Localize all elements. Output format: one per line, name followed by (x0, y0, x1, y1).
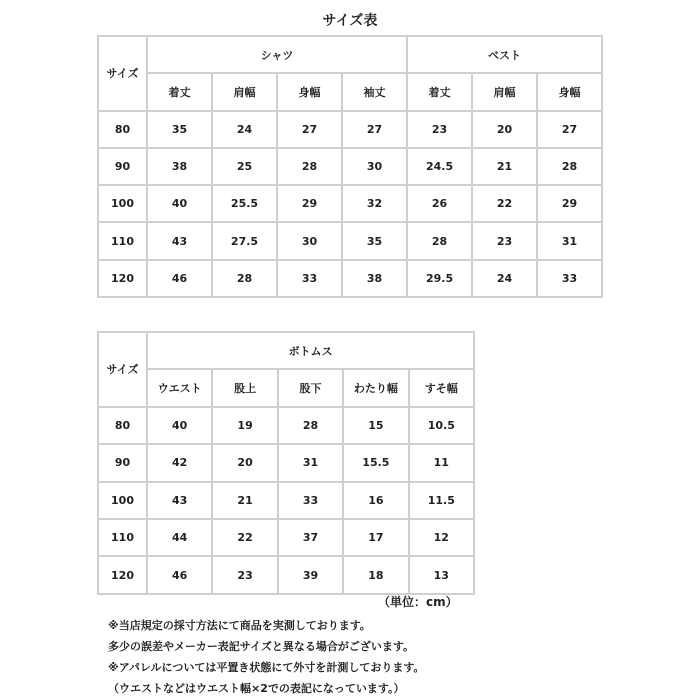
note-line: ※当店規定の採寸方法にて商品を実測しております。 (108, 619, 371, 632)
table-cell: 22 (212, 519, 277, 556)
table-cell: 29 (277, 185, 342, 222)
column-header: すそ幅 (409, 369, 474, 406)
table-cell: 30 (342, 148, 407, 185)
table-cell: 23 (472, 222, 537, 259)
table-row (98, 148, 602, 185)
table-row (98, 222, 602, 259)
table-cell: 19 (212, 407, 277, 444)
notes (108, 615, 688, 699)
table-cell: 27 (277, 111, 342, 148)
table-cell: 40 (147, 185, 212, 222)
table-cell: 33 (537, 260, 602, 297)
table-cell: 15 (343, 407, 408, 444)
table-cell: 13 (409, 556, 474, 593)
table-cell: 42 (147, 444, 212, 481)
table-cell: 17 (343, 519, 408, 556)
table-cell: 35 (342, 222, 407, 259)
table-cell: 24.5 (407, 148, 472, 185)
table-cell: 21 (472, 148, 537, 185)
table-cell: 24 (212, 111, 277, 148)
table-cell: 28 (278, 407, 343, 444)
table-cell: 44 (147, 519, 212, 556)
size-cell: 90 (98, 148, 147, 185)
table-cell: 27.5 (212, 222, 277, 259)
size-cell: 120 (98, 556, 147, 593)
table-row (98, 407, 474, 444)
table-cell: 33 (277, 260, 342, 297)
table-cell: 30 (277, 222, 342, 259)
table-cell: 26 (407, 185, 472, 222)
table-cell: 43 (147, 482, 212, 519)
table-cell: 28 (277, 148, 342, 185)
tops-size-table (97, 35, 603, 298)
table-cell: 23 (407, 111, 472, 148)
table-cell: 24 (472, 260, 537, 297)
bottoms-group-header: ボトムス (147, 332, 474, 369)
table-cell: 25 (212, 148, 277, 185)
table-cell: 28 (407, 222, 472, 259)
column-header: 肩幅 (472, 73, 537, 110)
note-line: （ウエストなどはウエスト幅×2での表記になっています。） (108, 682, 405, 695)
size-cell: 80 (98, 111, 147, 148)
table-row (98, 519, 474, 556)
table-cell: 31 (537, 222, 602, 259)
table-cell: 20 (212, 444, 277, 481)
size-cell: 100 (98, 185, 147, 222)
table-cell: 10.5 (409, 407, 474, 444)
table-cell: 27 (537, 111, 602, 148)
table-cell: 25.5 (212, 185, 277, 222)
column-header: 股下 (278, 369, 343, 406)
table-cell: 40 (147, 407, 212, 444)
column-header: ウエスト (147, 369, 212, 406)
column-header: 身幅 (277, 73, 342, 110)
table-row (98, 556, 474, 593)
table-cell: 38 (147, 148, 212, 185)
column-header: 股上 (212, 369, 277, 406)
table-cell: 28 (212, 260, 277, 297)
column-header: 身幅 (537, 73, 602, 110)
table-row (98, 444, 474, 481)
table-cell: 46 (147, 556, 212, 593)
table-row (98, 111, 602, 148)
table-cell: 22 (472, 185, 537, 222)
size-cell: 90 (98, 444, 147, 481)
table-cell: 11.5 (409, 482, 474, 519)
table-cell: 15.5 (343, 444, 408, 481)
table-cell: 31 (278, 444, 343, 481)
size-cell: 80 (98, 407, 147, 444)
page-title: サイズ表 (322, 13, 378, 29)
table-cell: 43 (147, 222, 212, 259)
column-header: 袖丈 (342, 73, 407, 110)
table-cell: 18 (343, 556, 408, 593)
column-header: 肩幅 (212, 73, 277, 110)
bottoms-size-table (97, 331, 475, 595)
table-cell: 20 (472, 111, 537, 148)
size-cell: 100 (98, 482, 147, 519)
size-cell: 110 (98, 519, 147, 556)
size-header-cell: サイズ (98, 36, 147, 111)
note-line: 多少の誤差やメーカー表記サイズと異なる場合がございます。 (108, 640, 415, 653)
table-cell: 23 (212, 556, 277, 593)
table-cell: 32 (342, 185, 407, 222)
table-row (98, 260, 602, 297)
table-row (98, 185, 602, 222)
note-line: ※アパレルについては平置き状態にて外寸を計測しております。 (108, 661, 425, 674)
size-cell: 110 (98, 222, 147, 259)
shirt-group-header: シャツ (147, 36, 407, 73)
table-cell: 29.5 (407, 260, 472, 297)
table-cell: 12 (409, 519, 474, 556)
table-cell: 38 (342, 260, 407, 297)
size-cell: 120 (98, 260, 147, 297)
vest-group-header: ベスト (407, 36, 602, 73)
column-header: わたり幅 (343, 369, 408, 406)
table-cell: 21 (212, 482, 277, 519)
table-cell: 33 (278, 482, 343, 519)
table-row (98, 482, 474, 519)
column-header: 着丈 (147, 73, 212, 110)
table-cell: 27 (342, 111, 407, 148)
table-cell: 29 (537, 185, 602, 222)
column-header: 着丈 (407, 73, 472, 110)
table-cell: 39 (278, 556, 343, 593)
table-cell: 35 (147, 111, 212, 148)
size-header-cell: サイズ (98, 332, 147, 407)
table-cell: 46 (147, 260, 212, 297)
table-cell: 37 (278, 519, 343, 556)
table-cell: 16 (343, 482, 408, 519)
table-cell: 11 (409, 444, 474, 481)
unit-label: （単位：cm） (378, 595, 458, 609)
table-cell: 28 (537, 148, 602, 185)
